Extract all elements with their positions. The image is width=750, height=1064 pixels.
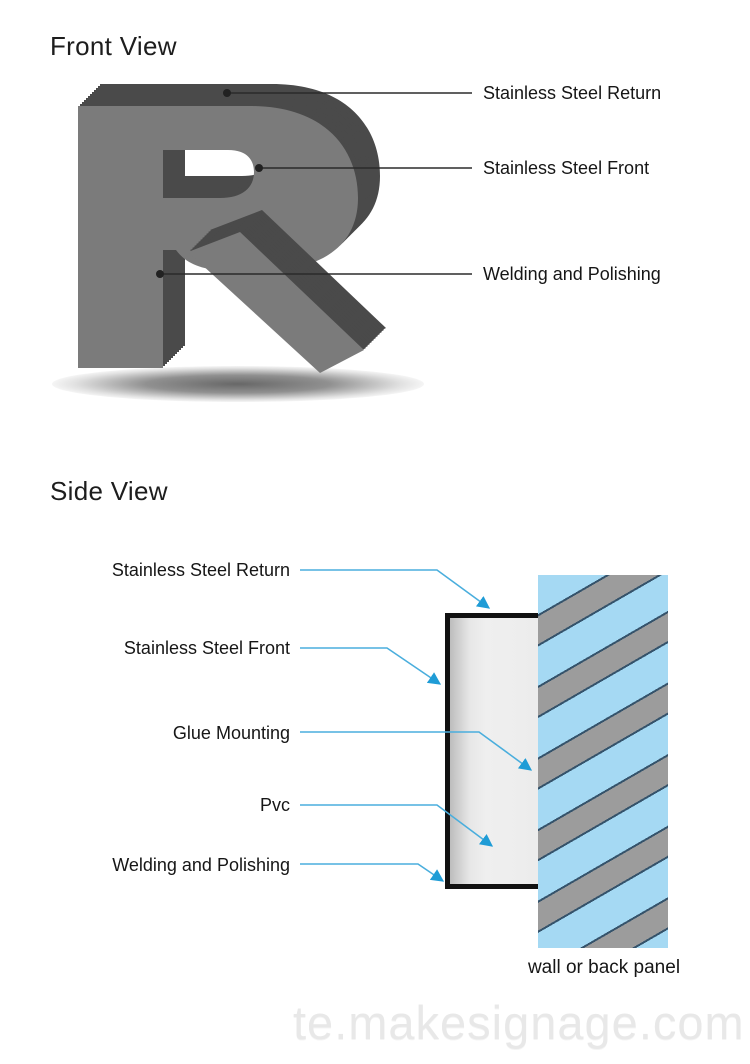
front-label-welding-and-polishing: Welding and Polishing [483, 264, 661, 284]
side-view-title: Side View [50, 476, 168, 506]
wall-back-panel-graphic [538, 575, 668, 948]
callout-welding [300, 864, 443, 881]
callout-front [300, 648, 440, 684]
side-label-stainless-steel-return: Stainless Steel Return [111, 560, 290, 580]
side-label-welding-and-polishing: Welding and Polishing [112, 855, 290, 875]
watermark: te.makesignage.com [293, 996, 745, 1049]
letter-profile-cross-section [445, 613, 538, 889]
front-view-title: Front View [50, 31, 177, 61]
callout-return [300, 570, 489, 608]
side-label-stainless-steel-front: Stainless Steel Front [123, 638, 290, 658]
wall-caption: wall or back panel [527, 957, 681, 978]
side-label-pvc: Pvc [259, 795, 290, 815]
letter-r-3d-graphic [0, 0, 750, 440]
front-label-stainless-steel-return: Stainless Steel Return [483, 83, 662, 103]
side-label-glue-mounting: Glue Mounting [172, 723, 290, 743]
front-label-stainless-steel-front: Stainless Steel Front [483, 158, 650, 178]
